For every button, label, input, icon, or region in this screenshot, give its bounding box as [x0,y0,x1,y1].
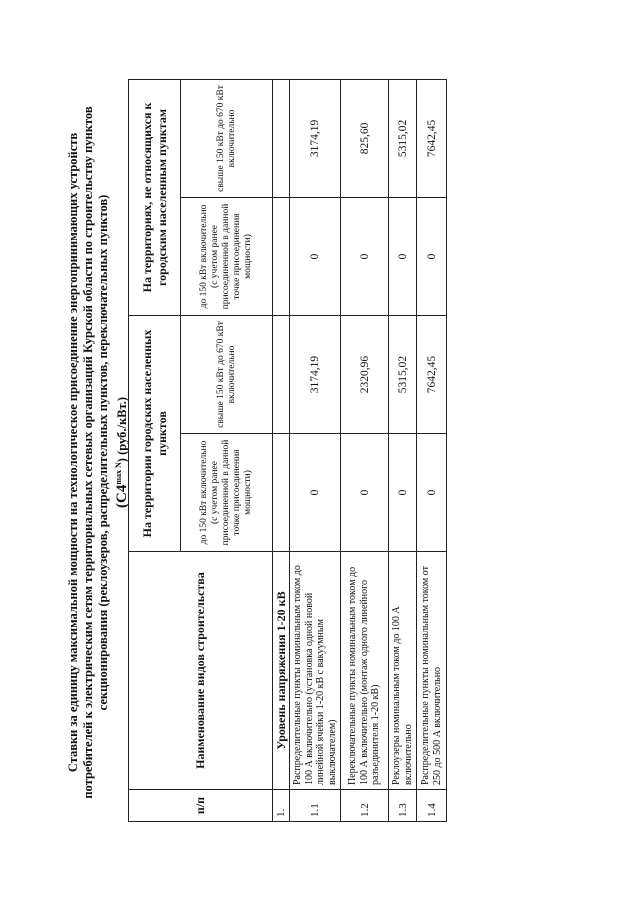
empty-cell [273,197,290,315]
table-row [389,79,417,821]
cell-urban-150to670: 2320,96 [341,315,389,433]
title-line-1: Ставки за единицу максимальной мощности на технологическое присоединение энергопринимающих устройств [66,132,80,773]
row-name: Реклоузеры номинальным током до 100 А включительно [389,552,417,790]
cell-urban-upto150: 0 [417,434,447,552]
row-code: 1.4 [417,790,447,822]
empty-cell [273,79,290,197]
cell-urban-150to670: 5315,02 [389,315,417,433]
table-row [417,79,447,821]
header-pp: п/п [129,790,273,822]
cell-rural-upto150: 0 [417,197,447,315]
cell-rural-150to670: 825,60 [341,79,389,197]
row-name: Переключательные пункты номинальным током до 100 А включительно (монтаж одного линейного разъединителя 1-20 кВ) [341,552,389,790]
formula-unit: ) (руб./кВт.) [115,397,130,463]
header-group-rural: На территориях, не относящихся к городским населенным пунктам [129,79,181,315]
section-row [273,79,290,821]
title-line-3: секционирования (реклоузеров, распределительных пунктов, переключательных пунктов) [96,194,110,711]
formula-main: (C4 [114,484,131,508]
formula-superscript: max N [114,462,123,485]
header-rural-upto150: до 150 кВт включительно (с учетом ранее присоединенной в данной точке присоединения мощности) [181,197,273,315]
cell-rural-upto150: 0 [389,197,417,315]
title-line-2: потребителей к электрическим сетям территориальных сетевых организаций Курской области по строительству пунктов [81,106,95,799]
row-name: Распределительные пункты номинальным током до 100 А включительно (установка одной новой линейной ячейки 1-20 кВ с вакуумным выключателем) [290,552,341,790]
cell-urban-150to670: 3174,19 [290,315,341,433]
row-name: Распределительные пункты номинальным током от 250 до 500 А включительно [417,552,447,790]
header-urban-upto150: до 150 кВт включительно (с учетом ранее присоединенной в данной точке присоединения мощности) [181,434,273,552]
header-name: Наименование видов строительства [129,552,273,790]
table-row [290,79,341,821]
section-code: 1. [273,790,290,822]
header-rural-150to670: свыше 150 кВт до 670 кВт включительно [181,79,273,197]
row-code: 1.3 [389,790,417,822]
row-code: 1.2 [341,790,389,822]
empty-cell [273,315,290,433]
section-title: Уровень напряжения 1-20 кВ [273,552,290,790]
document-title [66,60,130,845]
cell-urban-upto150: 0 [341,434,389,552]
cell-rural-150to670: 7642,45 [417,79,447,197]
header-group-urban: На территории городских населенных пунктов [129,315,181,551]
header-row-groups [129,79,181,821]
cell-urban-upto150: 0 [389,434,417,552]
cell-urban-upto150: 0 [290,434,341,552]
rates-table [128,79,447,822]
cell-rural-upto150: 0 [341,197,389,315]
table-row [341,79,389,821]
cell-rural-150to670: 3174,19 [290,79,341,197]
cell-rural-150to670: 5315,02 [389,79,417,197]
header-urban-150to670: свыше 150 кВт до 670 кВт включительно [181,315,273,433]
empty-cell [273,434,290,552]
row-code: 1.1 [290,790,341,822]
cell-urban-150to670: 7642,45 [417,315,447,433]
cell-rural-upto150: 0 [290,197,341,315]
